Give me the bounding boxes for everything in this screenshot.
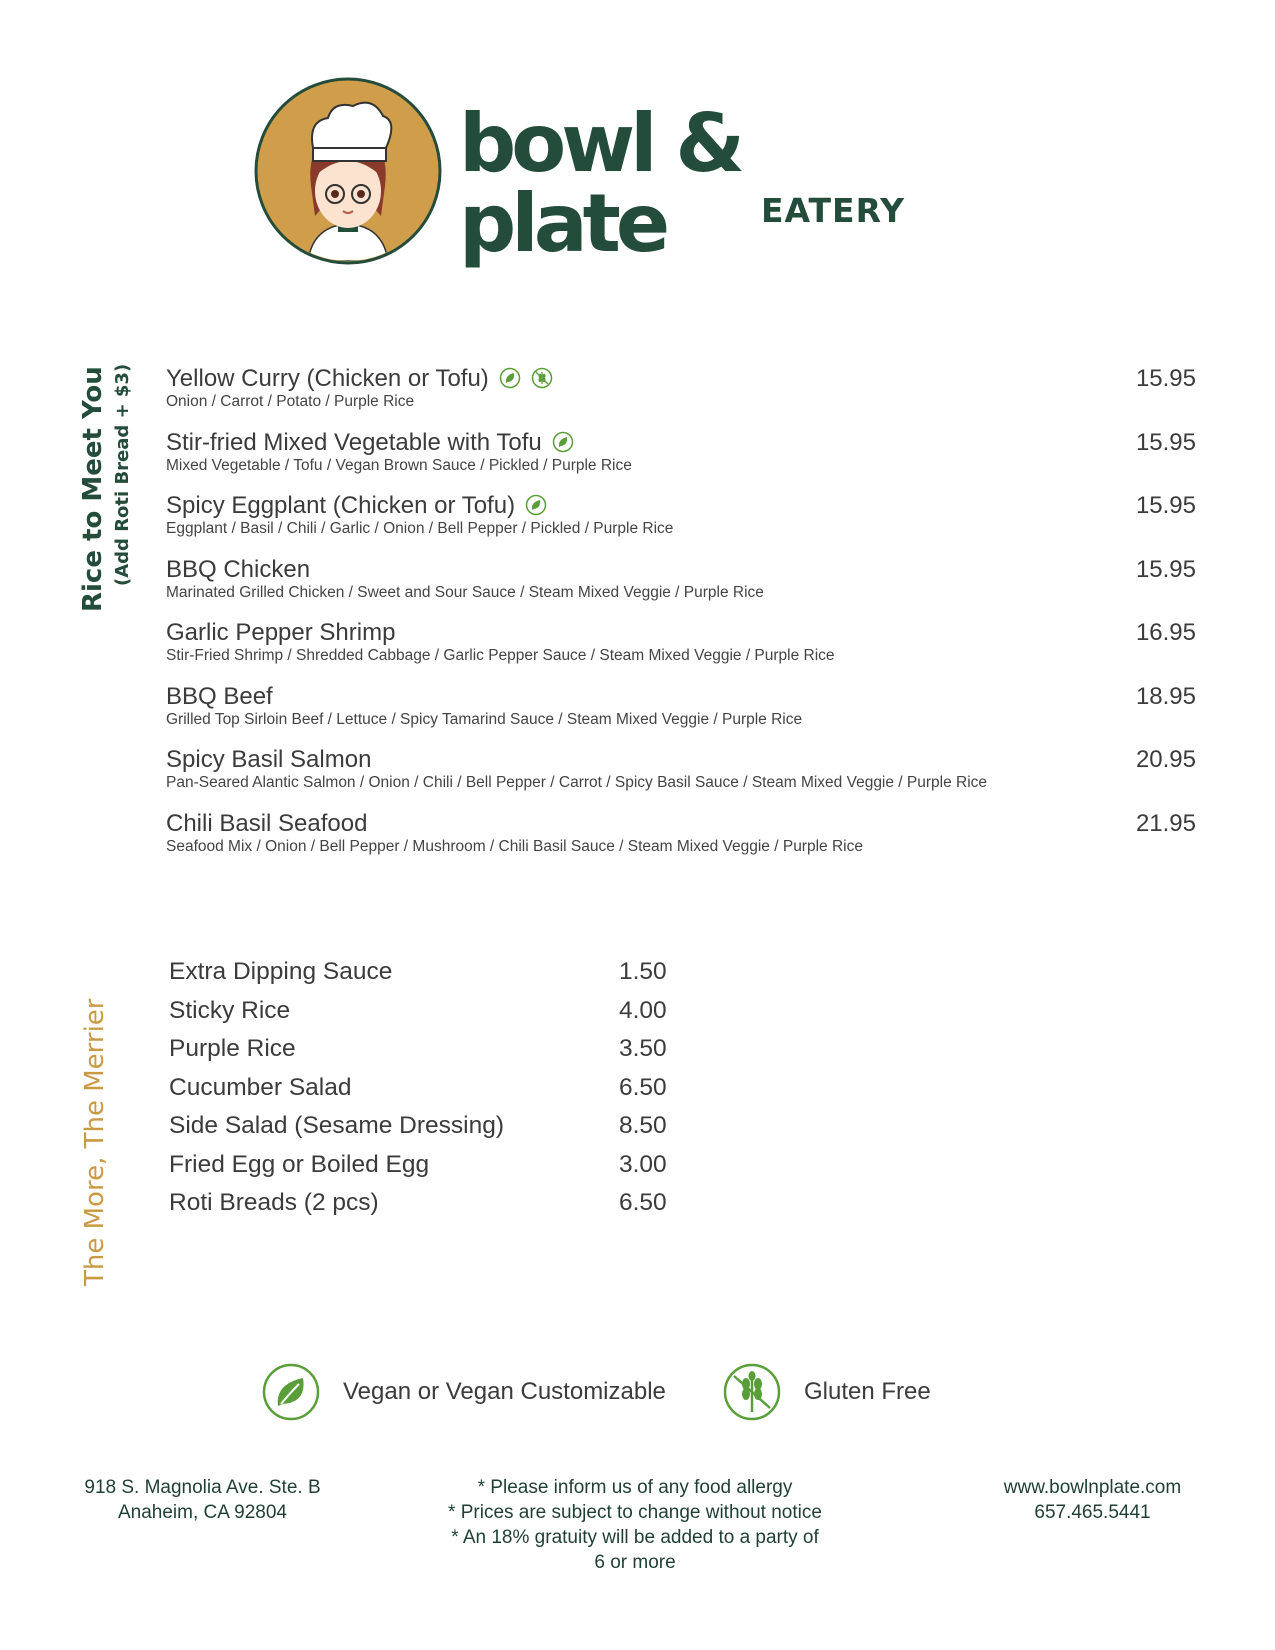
gluten-free-icon — [531, 367, 553, 389]
menu-item-price: 15.95 — [1135, 365, 1196, 392]
menu-item-price: 16.95 — [1135, 619, 1196, 646]
side-item-price: 1.50 — [619, 958, 667, 985]
menu-item-description: Stir-Fried Shrimp / Shredded Cabbage / Garlic Pepper Sauce / Steam Mixed Veggie / Purple Rice — [166, 647, 835, 664]
vegan-icon — [525, 494, 547, 516]
address-line-1: 918 S. Magnolia Ave. Ste. B — [84, 1477, 321, 1498]
menu-item-description: Marinated Grilled Chicken / Sweet and Sour Sauce / Steam Mixed Veggie / Purple Rice — [166, 583, 764, 601]
side-item — [169, 996, 669, 1035]
side-item-name: Purple Rice — [169, 1035, 296, 1062]
menu-item-name-wrap — [166, 429, 1196, 457]
side-item — [169, 1073, 669, 1112]
side-item-name: Sticky Rice — [169, 996, 291, 1024]
side-item-price: 3.50 — [619, 1035, 667, 1062]
side-item-price: 8.50 — [619, 1112, 667, 1139]
brand-name: bowl & plate — [459, 97, 741, 270]
menu-item-name-wrap — [166, 365, 1196, 393]
menu-item — [166, 810, 1196, 874]
chef-mascot-icon — [253, 76, 443, 266]
menu-item — [166, 683, 1196, 747]
menu-item-name-wrap — [166, 556, 1196, 584]
menu-item-price: 21.95 — [1135, 809, 1196, 837]
menu-item-description: Mixed Vegetable / Tofu / Vegan Brown Sauce / Pickled / Purple Rice — [166, 456, 632, 474]
menu-item — [166, 619, 1196, 683]
menu-item-price: 18.95 — [1135, 682, 1196, 710]
menu-item — [166, 746, 1196, 810]
menu-item-description: Eggplant / Basil / Chili / Garlic / Onion / Bell Pepper / Pickled / Purple Rice — [166, 520, 674, 537]
menu-item-name: Stir-fried Mixed Vegetable with Tofu — [166, 428, 542, 456]
legend-gluten-free — [722, 1362, 931, 1422]
menu-item-description: Onion / Carrot / Potato / Purple Rice — [166, 393, 415, 410]
menu-item-price: 15.95 — [1135, 555, 1196, 583]
legend-vegan-label: Vegan or Vegan Customizable — [343, 1378, 666, 1405]
menu-item-description: Pan-Seared Alantic Salmon / Onion / Chili / Bell Pepper / Carrot / Spicy Basil Sauce / Steam Mixed Veggie / Purple Rice — [166, 774, 988, 791]
gluten-free-icon — [722, 1362, 782, 1422]
sides-section-title: The More, The Merrier — [80, 998, 110, 1286]
vegan-icon — [552, 431, 574, 453]
sides-list — [169, 957, 669, 1227]
address-line-2: Anaheim, CA 92804 — [117, 1502, 287, 1523]
footer-contact — [980, 1475, 1205, 1525]
menu-item-name-wrap — [166, 492, 1196, 520]
menu-item-name: Garlic Pepper Shrimp — [166, 619, 396, 646]
menu-item-name: Spicy Eggplant (Chicken or Tofu) — [166, 492, 516, 519]
menu-item-name: Spicy Basil Salmon — [166, 746, 372, 773]
side-item-name: Side Salad (Sesame Dressing) — [169, 1112, 504, 1139]
menu-item-name: BBQ Chicken — [166, 555, 311, 583]
vegan-icon — [499, 367, 521, 389]
brand-subtitle: EATERY — [761, 191, 906, 230]
menu-item-name: Yellow Curry (Chicken or Tofu) — [166, 365, 489, 392]
note-gratuity-cont: 6 or more — [594, 1552, 676, 1573]
side-item — [169, 1150, 669, 1189]
side-item-price: 3.00 — [619, 1150, 667, 1178]
menu-item — [166, 556, 1196, 620]
menu-item-name-wrap — [166, 683, 1196, 711]
side-item — [169, 1111, 669, 1150]
brand-logo — [253, 76, 906, 276]
side-item-name: Extra Dipping Sauce — [169, 958, 393, 985]
footer-notes — [420, 1475, 850, 1575]
menu-item-price: 15.95 — [1135, 492, 1196, 519]
note-gratuity: * An 18% gratuity will be added to a party of — [451, 1527, 819, 1548]
side-item-price: 6.50 — [619, 1073, 667, 1101]
side-item-name: Roti Breads (2 pcs) — [169, 1189, 379, 1216]
menu-item-description: Grilled Top Sirloin Beef / Lettuce / Spicy Tamarind Sauce / Steam Mixed Veggie / Purple Rice — [166, 710, 803, 728]
side-item-name: Fried Egg or Boiled Egg — [169, 1150, 430, 1178]
side-item-price: 6.50 — [619, 1189, 667, 1216]
menu-item — [166, 492, 1196, 556]
mains-section-note: (Add Roti Bread + $3) — [112, 363, 133, 586]
side-item — [169, 957, 669, 996]
menu-item-name: Chili Basil Seafood — [166, 809, 368, 837]
menu-item-name: BBQ Beef — [166, 682, 273, 710]
menu-item-name-wrap — [166, 619, 1196, 647]
website-link[interactable]: www.bowlnplate.com — [1003, 1477, 1182, 1498]
side-item-name: Cucumber Salad — [169, 1073, 352, 1101]
legend-gluten-free-label: Gluten Free — [804, 1378, 931, 1405]
note-prices: * Prices are subject to change without notice — [448, 1502, 822, 1523]
mains-list — [166, 365, 1196, 873]
vegan-icon — [261, 1362, 321, 1422]
side-item-price: 4.00 — [619, 996, 667, 1024]
menu-item-name-wrap — [166, 746, 1196, 774]
mains-section-title: Rice to Meet You — [78, 366, 108, 612]
side-item — [169, 1034, 669, 1073]
phone-number[interactable]: 657.465.5441 — [1034, 1502, 1151, 1523]
legend-vegan — [261, 1362, 666, 1422]
menu-item-price: 15.95 — [1135, 428, 1196, 456]
menu-item-price: 20.95 — [1135, 746, 1196, 773]
menu-item — [166, 429, 1196, 493]
footer-address — [70, 1475, 335, 1525]
menu-item — [166, 365, 1196, 429]
menu-item-name-wrap — [166, 810, 1196, 838]
menu-item-description: Seafood Mix / Onion / Bell Pepper / Mushroom / Chili Basil Sauce / Steam Mixed Veggie / Purple Rice — [166, 837, 863, 855]
note-allergy: * Please inform us of any food allergy — [477, 1477, 793, 1498]
side-item — [169, 1188, 669, 1227]
